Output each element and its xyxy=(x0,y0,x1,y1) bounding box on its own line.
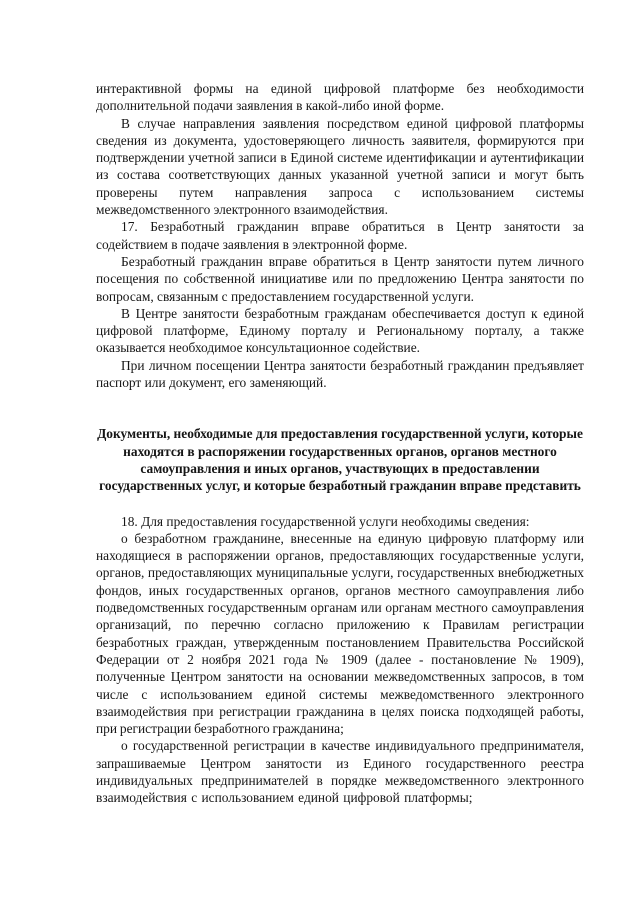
paragraph-passport: При личном посещении Центра занятости безработный гражданин предъявляет паспорт или документ, его заменяющий. xyxy=(96,357,584,391)
paragraph-17: 17. Безработный гражданин вправе обратиться в Центр занятости за содействием в подаче заявления в электронной форме. xyxy=(96,219,584,252)
paragraph-unemployed-info: о безработном гражданине, внесенные на единую цифровую платформу или находящиеся в распоряжении органов, предоставляющих государственные услуги, органов, предоставляющих муниципальные услуги, государственных внебюджетных фондов, иных государственных органов, органов местного самоуправления либо подведомственных государственным органам или органам местного самоуправления организаций, по перечню согласно приложению к Правилам регистрации безработных граждан, утвержденным постановлением Правительства Российской Федерации от 2 ноября 2021 года № 1909 (далее - постановление № 1909), полученные Центром занятости на основании межведомственных запросов, в том числе с использованием единой системы межведомственного электронного взаимодействия при регистрации гражданина в целях поиска подходящей работы, при регистрации безработного гражданина; xyxy=(96,530,584,737)
paragraph-identity-verification: В случае направления заявления посредством единой цифровой платформы сведения из документа, удостоверяющего личность заявителя, формируются при подтверждении учетной записи в Единой системе идентификации и аутентификации из состава соответствующих данных указанной учетной записи и могут быть проверены путем направления запроса с использованием системы межведомственного электронного взаимодействия. xyxy=(96,115,584,218)
paragraph-entrepreneur-info: о государственной регистрации в качестве индивидуального предпринимателя, запрашиваемые Центром занятости из Единого государственного реестра индивидуальных предпринимателей в порядке межведомственного электронного взаимодействия с использованием единой цифровой платформы; xyxy=(96,738,584,806)
section-heading: Документы, необходимые для предоставления государственной услуги, которые находятся в распоряжении государственных органов, органов местного самоуправления и иных органов, участвующих в предоставлении государственных услуг, и которые безработный гражданин вправе представить xyxy=(97,426,583,494)
document-page xyxy=(96,80,584,807)
paragraph-continuation: интерактивной формы на единой цифровой платформе без необходимости дополнительной подачи заявления в какой-либо иной форме. xyxy=(96,81,584,114)
paragraph-18: 18. Для предоставления государственной услуги необходимы сведения: xyxy=(121,513,530,529)
paragraph-personal-visit: Безработный гражданин вправе обратиться в Центр занятости путем личного посещения по собственной инициативе или по предложению Центра занятости по вопросам, связанным с предоставлением государственной услуги. xyxy=(96,253,584,304)
paragraph-access: В Центре занятости безработным гражданам обеспечивается доступ к единой цифровой платформе, Единому порталу и Региональному порталу, а также оказывается необходимое консультационное содействие. xyxy=(96,305,584,356)
